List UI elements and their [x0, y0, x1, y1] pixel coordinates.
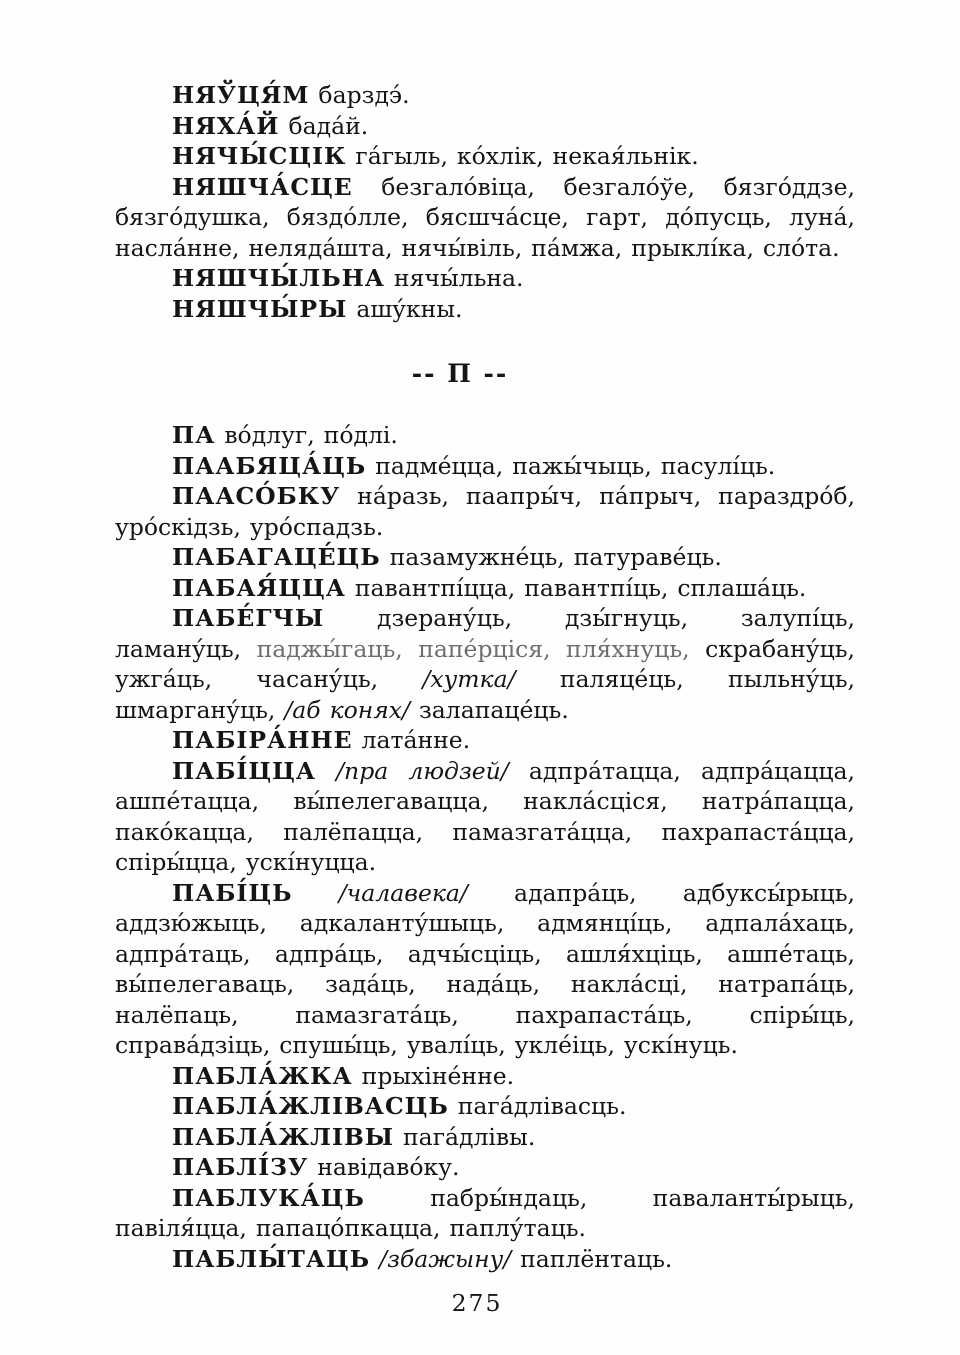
entry-synonyms-faded: паджы́гаць, папе́рціся, пля́хнуць, — [256, 634, 690, 663]
entry-synonyms: адапра́ць, адбуксы́рыць, аддзю́жыць, адкаланту́шыць, адмянці́ць, адпала́хаць, адпра́таць, адпра́ць, адчы́сціць, ашля́хціць, ашпе́таць, вы́пелегаваць, зада́ць, нада́ць, накла́сці, натрапа́ць, налёпаць, памазгата́ць, пахрапаста́ць, спіры́ць, справа́дзіць, спушы́ць, увалі́ць, укле́іць, ускі́нуць. — [115, 878, 855, 1059]
dictionary-entry — [115, 481, 855, 542]
dictionary-entry — [115, 603, 855, 725]
entry-synonyms: бада́й. — [279, 111, 369, 140]
text-block — [115, 80, 855, 1317]
entry-synonyms: паляце́ць, пыльну́ць, шмаргану́ць, — [115, 665, 856, 724]
dictionary-entry — [115, 141, 855, 172]
entry-synonyms: дзерану́ць, дзы́гнуць, залупі́ць, ламану́ць, — [115, 604, 855, 663]
dictionary-entry — [115, 420, 855, 451]
dictionary-entry — [115, 172, 855, 264]
entry-headword: ПАБЛА́ЖЛІВАСЦЬ — [172, 1092, 449, 1120]
dictionary-entry — [115, 1244, 855, 1275]
entry-synonyms: пабры́ндаць, паваланты́рыць, павіля́цца, папацо́пкацца, паплу́таць. — [115, 1183, 855, 1242]
entry-synonyms: во́длуг, по́длі. — [215, 421, 398, 449]
entry-headword: ПАБАГАЦЕ́ЦЬ — [172, 543, 381, 571]
entry-usage-note: /аб конях/ — [284, 695, 410, 724]
entry-synonyms: пазамужне́ць, патураве́ць. — [380, 543, 722, 571]
entry-usage-note: /збажыну/ — [379, 1244, 512, 1273]
entry-synonyms — [370, 1245, 379, 1273]
dictionary-entry — [115, 878, 855, 1061]
entry-synonyms: паплёнтаць. — [511, 1244, 673, 1273]
entry-headword: НЯШЧЫ́РЫ — [172, 294, 348, 323]
page-number: 275 — [451, 1289, 503, 1317]
entry-synonyms: прыхіне́нне. — [352, 1061, 515, 1090]
entry-headword: НЯЧЫ́СЦІК — [172, 142, 347, 170]
entry-synonyms: скрабану́ць, ужга́ць, часану́ць, — [115, 634, 855, 693]
dictionary-entry — [115, 1183, 855, 1244]
entry-headword: ПАБАЯ́ЦЦА — [172, 573, 346, 602]
entry-synonyms: нячы́льна. — [384, 264, 524, 292]
dictionary-entry — [115, 573, 855, 604]
entry-headword: НЯШЧЫ́ЛЬНА — [172, 264, 385, 292]
entry-synonyms — [316, 757, 336, 785]
entry-synonyms: безгало́віца, безгало́ўе, бязго́ддзе, бязго́душка, бяздо́лле, бясшча́сце, гарт, до́пусць, луна́, насла́нне, неляда́шта, нячы́віль, па́мжа, прыклі́ка, сло́та. — [115, 172, 855, 262]
entry-synonyms: барздэ́. — [309, 81, 410, 109]
dictionary-entry — [115, 111, 855, 142]
entry-synonyms: падме́цца, пажы́чыць, пасулі́ць. — [366, 451, 776, 480]
entry-headword: ПААСО́БКУ — [172, 482, 341, 510]
dictionary-entry — [115, 294, 855, 325]
entry-usage-note: /хутка/ — [422, 665, 516, 693]
entry-synonyms: на́разь, паапры́ч, па́прыч, параздро́б, уро́скідзь, уро́спадзь. — [115, 482, 855, 541]
entry-headword: ПААБЯЦА́ЦЬ — [172, 451, 367, 480]
entry-headword: ПАБІ́ЦЬ — [172, 878, 293, 907]
dictionary-entry — [115, 80, 855, 111]
entry-headword: НЯХА́Й — [172, 111, 280, 140]
letter-section-header: -- П -- — [411, 359, 509, 388]
entry-headword: ПАБІ́ЦЦА — [172, 756, 316, 785]
entry-synonyms: га́гыль, ко́хлік, некая́льнік. — [346, 142, 699, 170]
entry-headword: ПАБЛУКА́ЦЬ — [172, 1183, 365, 1212]
entry-synonyms: пага́длівы. — [394, 1122, 536, 1151]
entry-headword: ПА — [172, 421, 216, 449]
entry-synonyms: залапаце́ць. — [409, 695, 569, 724]
entry-headword: ПАБЛЫ́ТАЦЬ — [172, 1244, 371, 1273]
dictionary-entry — [115, 451, 855, 482]
entry-headword: ПАБЛА́ЖЛІВЫ — [172, 1122, 395, 1151]
dictionary-entry — [115, 1061, 855, 1092]
entry-headword: НЯЎЦЯ́М — [172, 81, 310, 109]
dictionary-entry — [115, 725, 855, 756]
dictionary-entry — [115, 1152, 855, 1183]
entry-headword: ПАБЛА́ЖКА — [172, 1061, 353, 1090]
entry-usage-note: /чалавека/ — [338, 878, 468, 907]
entry-headword: ПАБІРА́ННЕ — [172, 726, 353, 754]
entry-usage-note: /пра людзей/ — [336, 756, 509, 785]
entry-synonyms: навідаво́ку. — [308, 1153, 460, 1181]
entry-synonyms: павантпі́цца, павантпі́ць, сплаша́ць. — [345, 573, 807, 602]
entry-synonyms: ашу́кны. — [347, 294, 463, 323]
section-pa-entries — [115, 420, 855, 1274]
entry-synonyms — [293, 879, 339, 907]
dictionary-entry — [115, 1091, 855, 1122]
dictionary-entry — [115, 263, 855, 294]
dictionary-entry — [115, 542, 855, 573]
entry-synonyms: адпра́тацца, адпра́цацца, ашпе́тацца, вы́пелегавацца, накла́сціся, натра́пацца, пако́кацца, палёпацца, памазгата́цца, пахрапаста́цца, спіры́цца, ускі́нуцца. — [115, 756, 855, 876]
dictionary-entry — [115, 1122, 855, 1153]
entry-headword: ПАБЕ́ГЧЫ — [172, 604, 325, 632]
section-nya-entries — [115, 80, 855, 324]
entry-synonyms: лата́нне. — [352, 726, 471, 754]
entry-synonyms: пага́длівасць. — [448, 1092, 627, 1120]
dictionary-entry — [115, 756, 855, 878]
entry-headword: ПАБЛІ́ЗУ — [172, 1153, 309, 1181]
entry-headword: НЯШЧА́СЦЕ — [172, 172, 353, 201]
